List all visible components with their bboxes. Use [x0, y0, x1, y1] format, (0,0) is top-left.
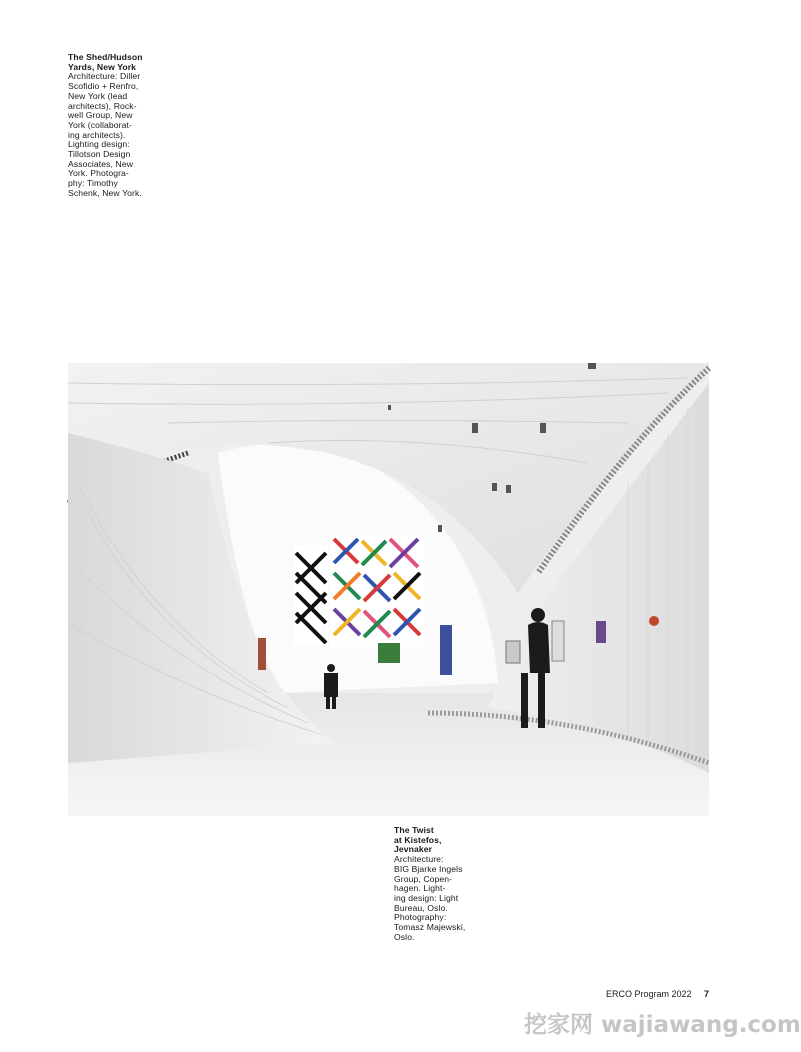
photo-caption-twist	[394, 826, 484, 942]
footer-publication-title: ERCO Program 2022	[606, 989, 692, 999]
twist-gallery-illustration	[68, 363, 709, 816]
page-number: 7	[704, 989, 710, 999]
caption-title: The Twist at Kistefos, Jevnaker	[394, 825, 442, 855]
caption-title: The Shed/Hudson Yards, New York	[68, 52, 143, 72]
site-watermark: 挖家网 wajiawang.com	[524, 1012, 801, 1038]
caption-body: Architecture: BIG Bjarke Ingels Group, Copen- hagen. Light- ing design: Light Bureau, Oslo. Photography: Tomasz Majewski, Oslo.	[394, 854, 466, 942]
gallery-photo	[68, 363, 709, 816]
photo-caption-shed	[68, 53, 158, 199]
caption-body: Architecture: Diller Scofidio + Renfro, New York (lead architects), Rock- well Group, New York (collaborat- ing architects). Lighting design: Tillotson Design Associates, New York. Photogra- phy: Timothy Schenk, New York.	[68, 71, 142, 198]
